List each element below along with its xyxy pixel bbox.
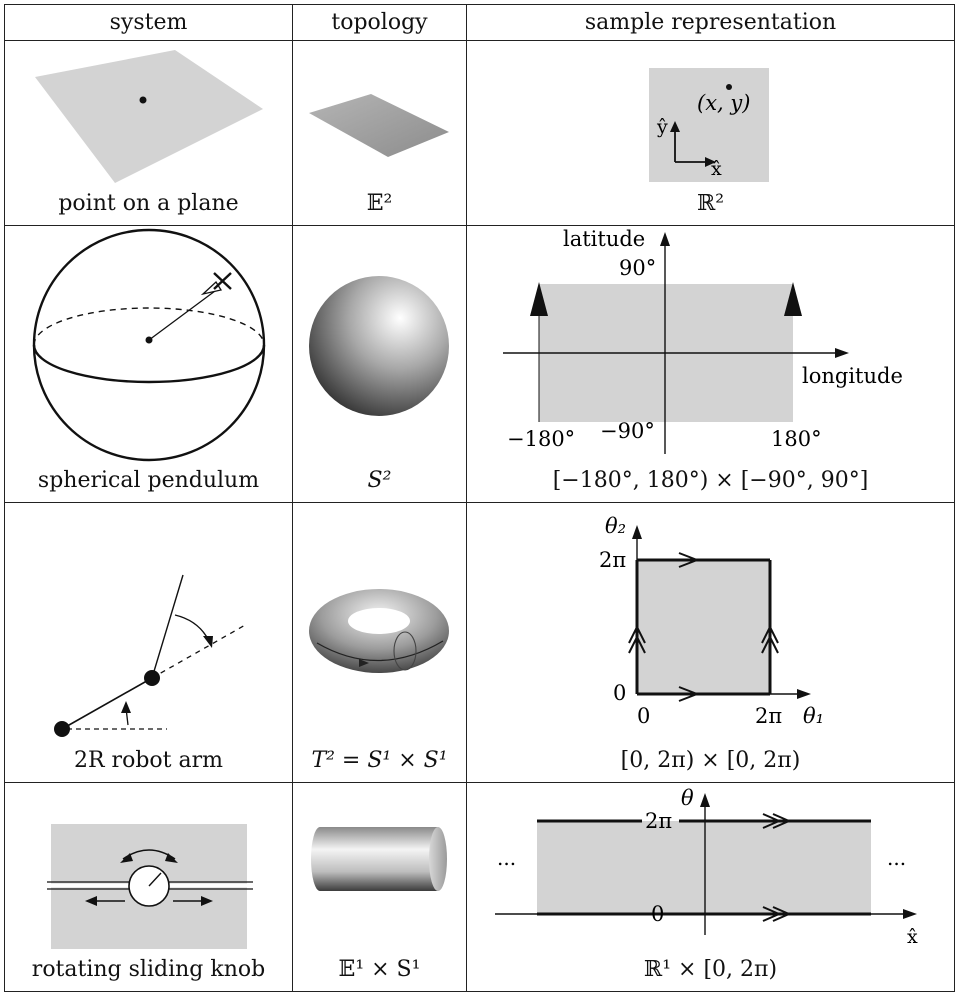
topology-cell: [293, 226, 467, 503]
y-zero-tick: 0: [613, 681, 627, 705]
right-tick: 180°: [771, 427, 822, 451]
longitude-label: longitude: [802, 364, 903, 388]
representation-label: [−180°, 180°) × [−90°, 90°]: [552, 468, 869, 493]
robot-arm-figure: [5, 503, 293, 782]
point-label: (x, y): [697, 91, 751, 115]
representation-label: ℝ²: [696, 191, 725, 216]
topology-label: 𝔼¹ × S¹: [338, 957, 421, 982]
theta1-label: θ₁: [803, 704, 825, 728]
left-ellipsis: ...: [497, 846, 517, 870]
top-tick: 90°: [619, 256, 657, 280]
topology-label: 𝔼²: [366, 191, 393, 216]
representation-cell: [467, 41, 955, 226]
right-ellipsis: ...: [887, 846, 907, 870]
system-cell: [5, 503, 293, 783]
x-zero-tick: 0: [637, 704, 651, 728]
top-2pi-tick: 2π: [645, 809, 673, 833]
row-rotating-sliding-knob: [5, 783, 955, 992]
config-space-table: [4, 4, 955, 992]
row-point-on-plane: [5, 41, 955, 226]
lat-long-diagram: [467, 226, 955, 502]
system-cell: [5, 783, 293, 992]
header-representation: sample representation: [467, 5, 955, 41]
representation-cell: [467, 226, 955, 503]
system-cell: [5, 41, 293, 226]
theta2-label: θ₂: [605, 514, 627, 538]
header-row: [5, 5, 955, 41]
theta-label: θ: [681, 786, 694, 810]
representation-label: ℝ¹ × [0, 2π): [643, 957, 778, 982]
row-spherical-pendulum: [5, 226, 955, 503]
representation-cell: [467, 783, 955, 992]
representation-cell: [467, 503, 955, 783]
system-label: point on a plane: [58, 191, 239, 216]
left-tick: −180°: [507, 427, 576, 451]
topology-cell: [293, 783, 467, 992]
system-cell: [5, 226, 293, 503]
system-label: rotating sliding knob: [31, 957, 266, 982]
y-axis-label: ŷ: [657, 116, 668, 138]
topology-cell: [293, 41, 467, 226]
sphere-icon: [293, 226, 467, 502]
system-label: 2R robot arm: [74, 748, 223, 773]
torus-square-diagram: [467, 503, 955, 782]
header-topology: topology: [293, 5, 467, 41]
system-label: spherical pendulum: [37, 468, 260, 493]
latitude-label: latitude: [563, 227, 646, 251]
bottom-tick: −90°: [600, 419, 655, 443]
spherical-pendulum-figure: [5, 226, 293, 502]
zero-tick: 0: [651, 902, 665, 926]
x-2pi-tick: 2π: [755, 704, 783, 728]
representation-label: [0, 2π) × [0, 2π): [620, 748, 801, 773]
topology-cell: [293, 503, 467, 783]
torus-icon: [293, 503, 467, 782]
x-axis-label: x̂: [711, 158, 722, 180]
row-2r-robot-arm: [5, 503, 955, 783]
topology-label: T² = S¹ × S¹: [311, 748, 448, 773]
y-2pi-tick: 2π: [599, 548, 627, 572]
header-system: system: [5, 5, 293, 41]
topology-label: S²: [367, 468, 392, 493]
x-axis-label: x̂: [907, 926, 918, 948]
